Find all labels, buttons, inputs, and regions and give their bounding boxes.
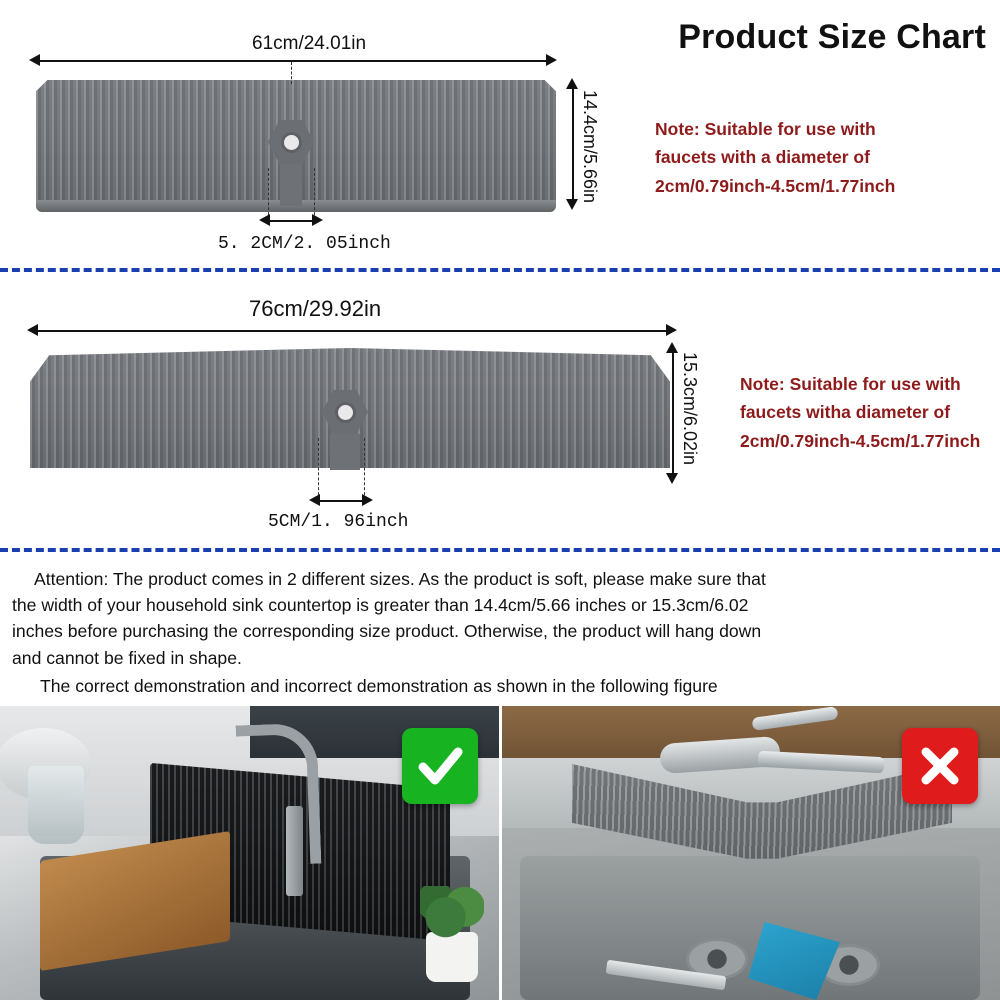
small-height-label: 14.4cm/5.66in: [580, 90, 600, 204]
large-height-arrow-up: [666, 342, 678, 353]
separator-2: [0, 548, 1000, 552]
small-note-line2: faucets with a diameter of: [655, 147, 870, 168]
attention-line-2: the width of your household sink countertop is greater than 14.4cm/5.66 inches or 15.3cm/6.02: [12, 595, 749, 616]
size-chart-small: [0, 0, 600, 268]
check-icon: [402, 728, 478, 804]
cross-icon: [902, 728, 978, 804]
small-hole-dim-line: [270, 220, 314, 222]
attention-text: [12, 566, 990, 699]
small-mat-notch: [280, 164, 302, 206]
small-height-arrow-up: [566, 78, 578, 89]
small-hole-leader-left: [268, 168, 269, 220]
page-title: Product Size Chart: [678, 18, 986, 56]
separator-1: [0, 268, 1000, 272]
large-height-dim-line: [672, 352, 674, 474]
attention-line-4: and cannot be fixed in shape.: [12, 647, 242, 668]
attention-line-1: Attention: The product comes in 2 different sizes. As the product is soft, please make sure that: [34, 569, 766, 589]
large-hole-arrow-left: [309, 494, 320, 506]
small-mat-note: [655, 115, 895, 200]
large-length-arrow-right: [666, 324, 677, 336]
large-note-line3: 2cm/0.79inch-4.5cm/1.77inch: [740, 430, 981, 451]
left-glass: [28, 766, 84, 844]
large-hole-label: 5CM/1. 96inch: [268, 512, 409, 532]
large-mat-notch: [330, 434, 360, 470]
small-length-arrow-left: [29, 54, 40, 66]
small-length-dim-line: [40, 60, 548, 62]
small-height-dim-line: [572, 88, 574, 200]
small-hole-arrow-left: [259, 214, 270, 226]
correct-demo-photo: [0, 706, 500, 1000]
attention-line-5: The correct demonstration and incorrect demonstration as shown in the following figure: [40, 675, 718, 696]
attention-line-3: inches before purchasing the corresponding size product. Otherwise, the product will hang down: [12, 621, 762, 642]
small-note-line3: 2cm/0.79inch-4.5cm/1.77inch: [655, 175, 896, 196]
small-hole-arrow-right: [312, 214, 323, 226]
large-hole-leader-right: [364, 438, 365, 500]
small-height-arrow-down: [566, 199, 578, 210]
small-hole-label: 5. 2CM/2. 05inch: [218, 234, 391, 254]
large-hole-dim-line: [320, 500, 364, 502]
large-hole-leader-left: [318, 438, 319, 500]
large-note-line1: Note: Suitable for use with: [740, 374, 961, 394]
large-height-label: 15.3cm/6.02in: [680, 352, 700, 466]
left-potted-plant: [426, 932, 478, 982]
large-length-dim-line: [38, 330, 668, 332]
large-height-arrow-down: [666, 473, 678, 484]
incorrect-demo-photo: [500, 706, 1000, 1000]
large-length-label: 76cm/29.92in: [249, 296, 382, 321]
large-mat-note: [740, 370, 980, 455]
photo-divider: [499, 706, 502, 1000]
large-note-line2: faucets witha diameter of: [740, 402, 951, 423]
large-length-arrow-left: [27, 324, 38, 336]
small-center-leader: [291, 62, 292, 84]
small-length-label: 61cm/24.01in: [252, 33, 367, 54]
large-hole-arrow-right: [362, 494, 373, 506]
left-faucet-stem: [286, 806, 303, 896]
left-faucet-arc: [236, 723, 322, 867]
small-hole-leader-right: [314, 168, 315, 220]
small-length-arrow-right: [546, 54, 557, 66]
small-note-line1: Note: Suitable for use with: [655, 119, 876, 139]
